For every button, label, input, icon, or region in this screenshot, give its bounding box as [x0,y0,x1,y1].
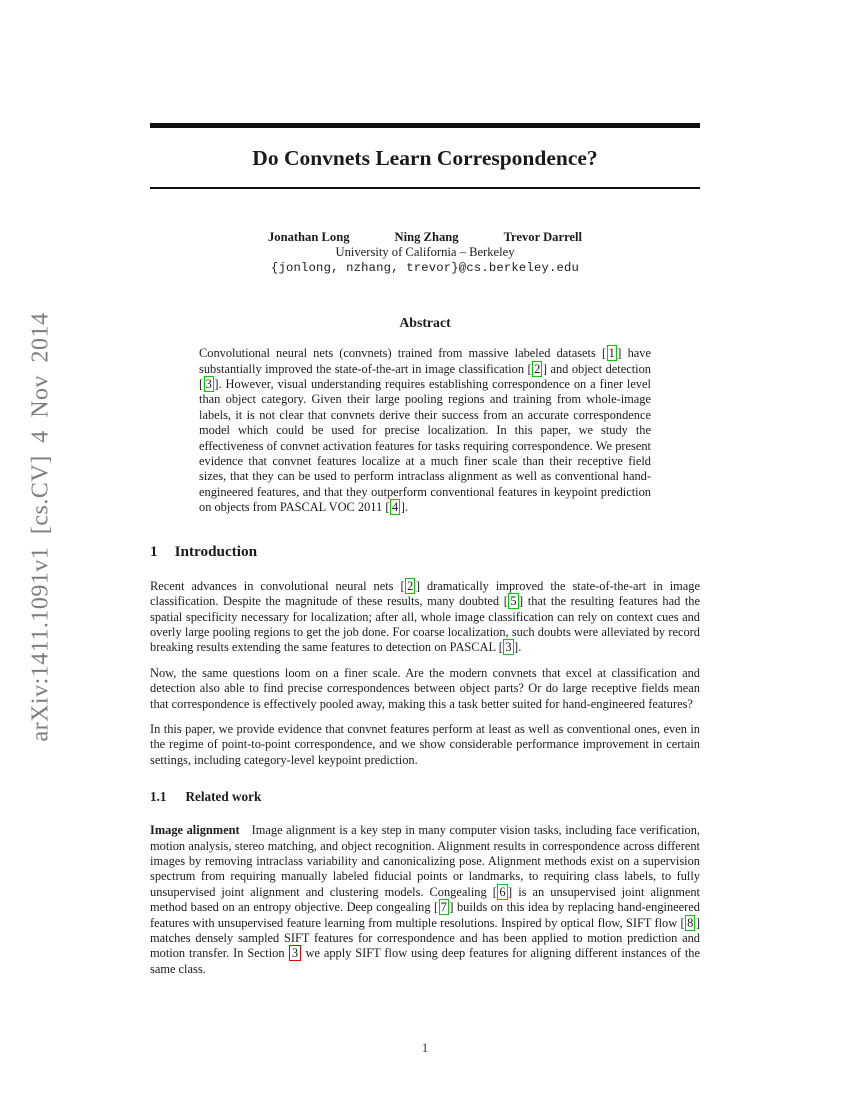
author-affiliation: University of California – Berkeley [335,245,515,260]
section-number: 1 [150,542,158,560]
abstract-text: Convolutional neural nets (convnets) trained from massive labeled datasets [ 1 ] have substantially improved the state-of-the-art in image classification [ 2 ] and object detection [ 3 ]. However, visual understanding requires establishing correspondence on a finer level than object category. Given their large pooling regions and training from whole-image labels, it is not clear that convnets derive their success from an accurate correspondence model which could be used for precise localization. In this paper, we study the effectiveness of convnet activation features for tasks requiring correspondence. We present evidence that convnet features localize at a much finer scale than their receptive field sizes, that they can be used to perform intraclass alignment as well as conventional hand-engineered features, and that they outperform conventional features in keypoint prediction on objects from PASCAL VOC 2011 [ 4 ]. [199,346,651,515]
citation-link[interactable]: 6 [499,884,506,899]
citation-link[interactable]: 3 [205,377,212,392]
citation-link[interactable]: 2 [407,578,414,593]
paragraph: Image alignment Image alignment is a key step in many computer vision tasks, including face verification, motion analysis, stereo matching, and object recognition. Alignment results in correspondence across different images by removing intraclass variability and canonicalizing pose. Alignment methods exist on a supervision spectrum from requiring manually labeled fiducial points or landmarks, to requiring class labels, to fully unsupervised joint alignment and clustering models. Congealing [ 6 ] is an unsupervised joint alignment method based on an entropy objective. Deep congealing [ 7 ] builds on this idea by replacing hand-engineered features with unsupervised feature learning from multiple resolutions. Inspired by optical flow, SIFT flow [ 8 ] matches densely sampled SIFT features for correspondence and has been applied to motion prediction and motion transfer. In Section 3 we apply SIFT flow using deep features for aligning different instances of the same class. [150,823,701,976]
page-number: 1 [421,1041,429,1055]
section-heading-introduction [150,542,700,562]
title-rule-top [150,123,700,128]
subsection-title: Related work [185,789,262,805]
author-block [150,230,700,276]
arxiv-watermark: arXiv:1411.1091v1 [cs.CV] 4 Nov 2014 [27,312,54,742]
paragraph: In this paper, we provide evidence that convnet features perform at least as well as conventional ones, even in the regime of point-to-point correspondence, and we show considerable performance improvement in certain settings, including category-level keypoint prediction. [150,721,700,767]
author-email: {jonlong, nzhang, trevor}@cs.berkeley.edu [270,260,580,275]
paper-title: Do Convnets Learn Correspondence? [252,146,598,170]
citation-link[interactable]: 4 [391,500,399,515]
title-rule-bottom [150,187,700,189]
abstract-heading: Abstract [399,315,451,331]
citation-link[interactable]: 2 [534,361,541,376]
citation-link[interactable]: 5 [510,594,517,609]
paragraph: Recent advances in convolutional neural nets [ 2 ] dramatically improved the state-of-the-art in image classification. Despite the magnitude of these results, many doubted [ 5 ] that the resulting features had the spatial specificity necessary for localization; after all, whole image classification can rely on context cues and overly large pooling regions to get the job done. For coarse localization, such doubts were alleviated by record breaking results extending the same features to detection on PASCAL [ 3 ]. [150,578,700,655]
author-name: Jonathan Long [267,230,350,244]
author-name: Trevor Darrell [503,230,583,244]
citation-link[interactable]: 7 [440,900,447,915]
author-name: Ning Zhang [394,230,459,244]
author-names [150,230,700,245]
citation-link[interactable]: 3 [505,640,512,655]
subsection-heading-related-work [150,788,700,806]
paragraph: Now, the same questions loom on a finer scale. Are the modern convnets that excel at classification and detection also able to find precise correspondences between object parts? Or do large receptive fields mean that correspondence is effectively pooled away, making this a task better suited for hand-engineered features? [150,665,700,711]
section-title: Introduction [174,542,258,560]
run-in-heading: Image alignment [150,823,240,838]
paper-content [150,0,700,977]
citation-link[interactable]: 1 [608,346,615,361]
section-ref-link[interactable]: 3 [289,945,300,961]
subsection-number: 1.1 [150,789,167,805]
citation-link[interactable]: 8 [687,915,694,930]
